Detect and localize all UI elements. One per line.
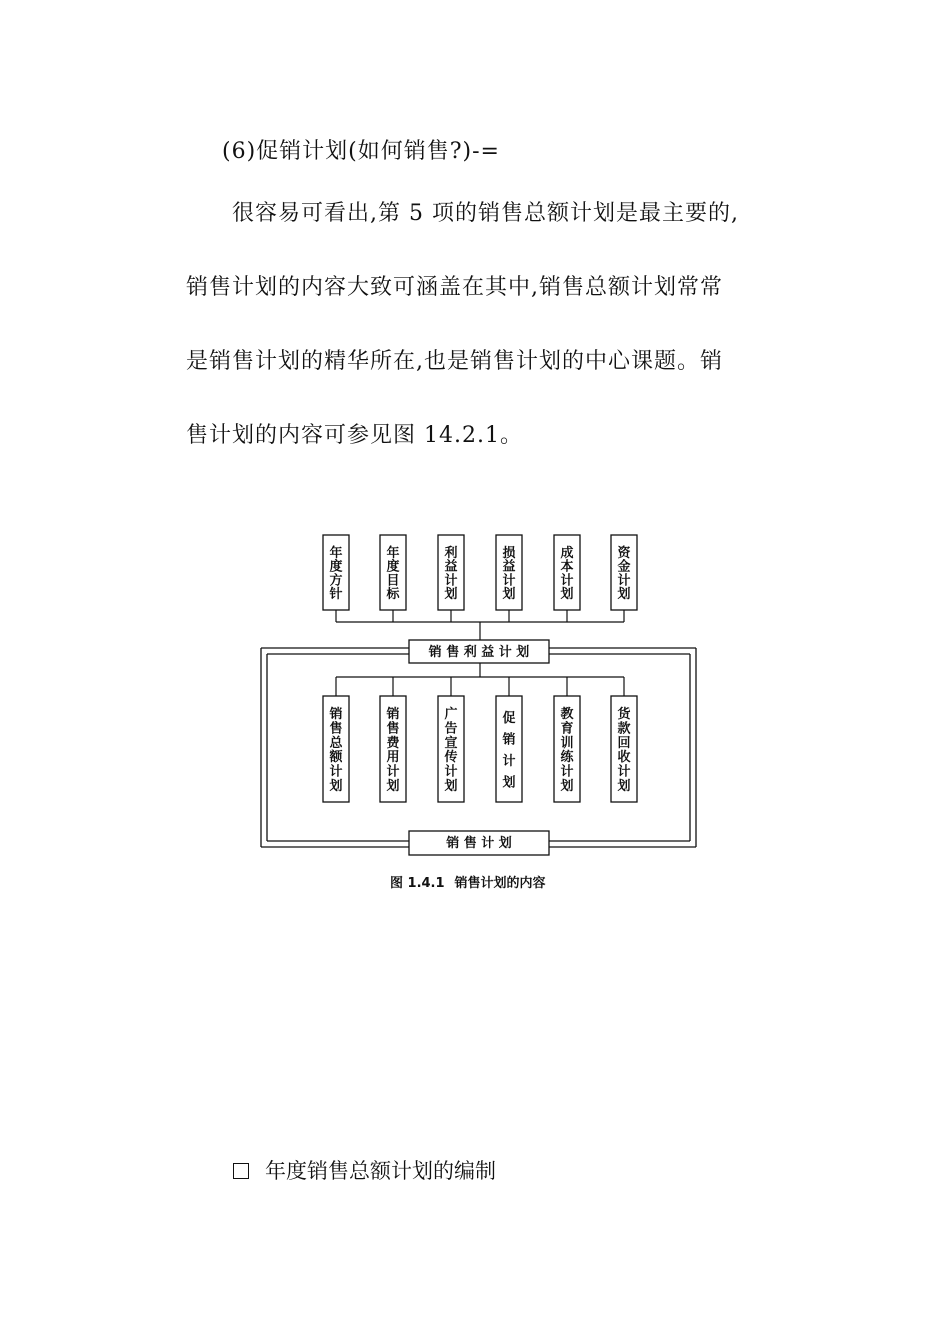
- paragraph-line-5: 售计划的内容可参见图 14.2.1。: [186, 423, 523, 448]
- bottom-row-box-2: [380, 696, 406, 802]
- bottom-row-box-3-char: 广: [444, 707, 458, 723]
- sales-profit-plan-label: 销 售 利 益 计 划: [428, 645, 530, 660]
- bottom-row-box-6: [611, 696, 637, 802]
- bottom-row-box-2-char: 用: [386, 750, 400, 766]
- top-row-box-5-char: 本: [560, 559, 574, 575]
- figure-number: 图 1.4.1: [390, 876, 445, 891]
- bottom-row-box-5-char: 划: [560, 778, 574, 794]
- top-row-box-2-char: 度: [386, 559, 400, 575]
- figure-caption: [390, 872, 546, 891]
- bottom-row-box-4: [496, 696, 522, 802]
- bottom-row-box-1-char: 计: [329, 764, 343, 780]
- top-row-box-1-char: 方: [329, 573, 343, 589]
- sales-profit-plan-box: [409, 640, 549, 663]
- top-row-box-2: [380, 535, 406, 610]
- bottom-row-box-4-char: 计: [502, 753, 516, 769]
- top-row-box-4: [496, 535, 522, 610]
- bottom-row-box-5-char: 训: [560, 735, 574, 751]
- bottom-row-box-6-char: 计: [617, 764, 631, 780]
- top-row-box-6-char: 计: [617, 573, 631, 589]
- bottom-row-box-4-char: 划: [502, 775, 516, 791]
- paragraph-line-2: 很容易可看出,第 5 项的销售总额计划是最主要的,: [232, 201, 739, 226]
- sales-plan-diagram: [255, 525, 705, 865]
- checkbox-icon: [233, 1163, 249, 1179]
- bottom-row-box-3-char: 计: [444, 764, 458, 780]
- top-row-box-4-char: 损: [502, 545, 516, 561]
- top-row-box-6: [611, 535, 637, 610]
- top-row-box-2-char: 目: [386, 573, 400, 589]
- bottom-row-box-5-char: 练: [560, 750, 574, 766]
- bottom-row-box-6-char: 款: [617, 721, 631, 737]
- top-row-box-1: [323, 535, 349, 610]
- figure-title: 销售计划的内容: [454, 876, 546, 891]
- bottom-row-box-1: [323, 696, 349, 802]
- top-row-boxes: [323, 535, 637, 610]
- top-row-box-5: [554, 535, 580, 610]
- section-heading-text: 年度销售总额计划的编制: [265, 1159, 496, 1183]
- top-row-box-5-char: 成: [560, 545, 574, 561]
- top-row-box-6-char: 划: [617, 587, 631, 603]
- bottom-row-box-6-char: 回: [617, 735, 631, 751]
- top-row-box-2-char: 标: [386, 587, 400, 603]
- bottom-row-box-2-char: 售: [386, 721, 400, 737]
- paragraph-line-4: 是销售计划的精华所在,也是销售计划的中心课题。销: [186, 349, 723, 374]
- bottom-row-box-1-char: 销: [329, 707, 343, 723]
- bottom-row-box-1-char: 总: [329, 735, 343, 751]
- paragraph-line-3: 销售计划的内容大致可涵盖在其中,销售总额计划常常: [186, 275, 723, 300]
- paragraph-line-1: (6)促销计划(如何销售?)-=: [222, 139, 500, 164]
- bottom-row-box-6-char: 收: [617, 750, 631, 766]
- bottom-row-box-2-char: 计: [386, 764, 400, 780]
- bottom-row-box-1-char: 划: [329, 778, 343, 794]
- top-row-box-3-char: 益: [444, 559, 458, 575]
- bottom-row-box-3-char: 告: [444, 721, 458, 737]
- bottom-row-box-2-char: 费: [386, 735, 400, 751]
- top-row-box-1-char: 年: [329, 545, 343, 561]
- section-heading: [233, 1155, 496, 1185]
- bottom-row-box-5-char: 育: [560, 721, 574, 737]
- top-row-box-4-char: 划: [502, 587, 516, 603]
- bottom-row-box-3-char: 划: [444, 778, 458, 794]
- bottom-row-box-6-char: 划: [617, 778, 631, 794]
- top-row-box-4-char: 计: [502, 573, 516, 589]
- sales-plan-box: [409, 831, 549, 855]
- top-row-box-3: [438, 535, 464, 610]
- bottom-row-box-6-char: 货: [617, 707, 631, 723]
- bottom-row-box-3-char: 传: [444, 750, 458, 766]
- top-row-box-3-char: 划: [444, 587, 458, 603]
- top-row-box-2-char: 年: [386, 545, 400, 561]
- top-row-box-4-char: 益: [502, 559, 516, 575]
- top-row-box-6-char: 金: [617, 559, 631, 575]
- sales-plan-label: 销 售 计 划: [446, 836, 512, 851]
- bottom-row-box-5-char: 计: [560, 764, 574, 780]
- bottom-row-boxes: [323, 696, 637, 802]
- bottom-row-box-3: [438, 696, 464, 802]
- bottom-row-box-5: [554, 696, 580, 802]
- top-row-box-5-char: 划: [560, 587, 574, 603]
- bottom-row-box-4-char: 促: [502, 710, 516, 726]
- bottom-row-box-5-char: 教: [560, 707, 574, 723]
- bottom-row-box-3-char: 宣: [444, 735, 458, 751]
- bottom-row-box-1-char: 售: [329, 721, 343, 737]
- top-row-box-1-char: 度: [329, 559, 343, 575]
- top-row-box-6-char: 资: [617, 545, 631, 561]
- bottom-row-box-2-char: 划: [386, 778, 400, 794]
- bottom-row-box-1-char: 额: [329, 750, 343, 766]
- bottom-row-box-2-char: 销: [386, 707, 400, 723]
- top-row-box-3-char: 利: [444, 545, 458, 561]
- top-row-box-3-char: 计: [444, 573, 458, 589]
- top-row-box-1-char: 针: [329, 587, 343, 603]
- top-row-box-5-char: 计: [560, 573, 574, 589]
- bottom-row-box-4-char: 销: [502, 732, 516, 748]
